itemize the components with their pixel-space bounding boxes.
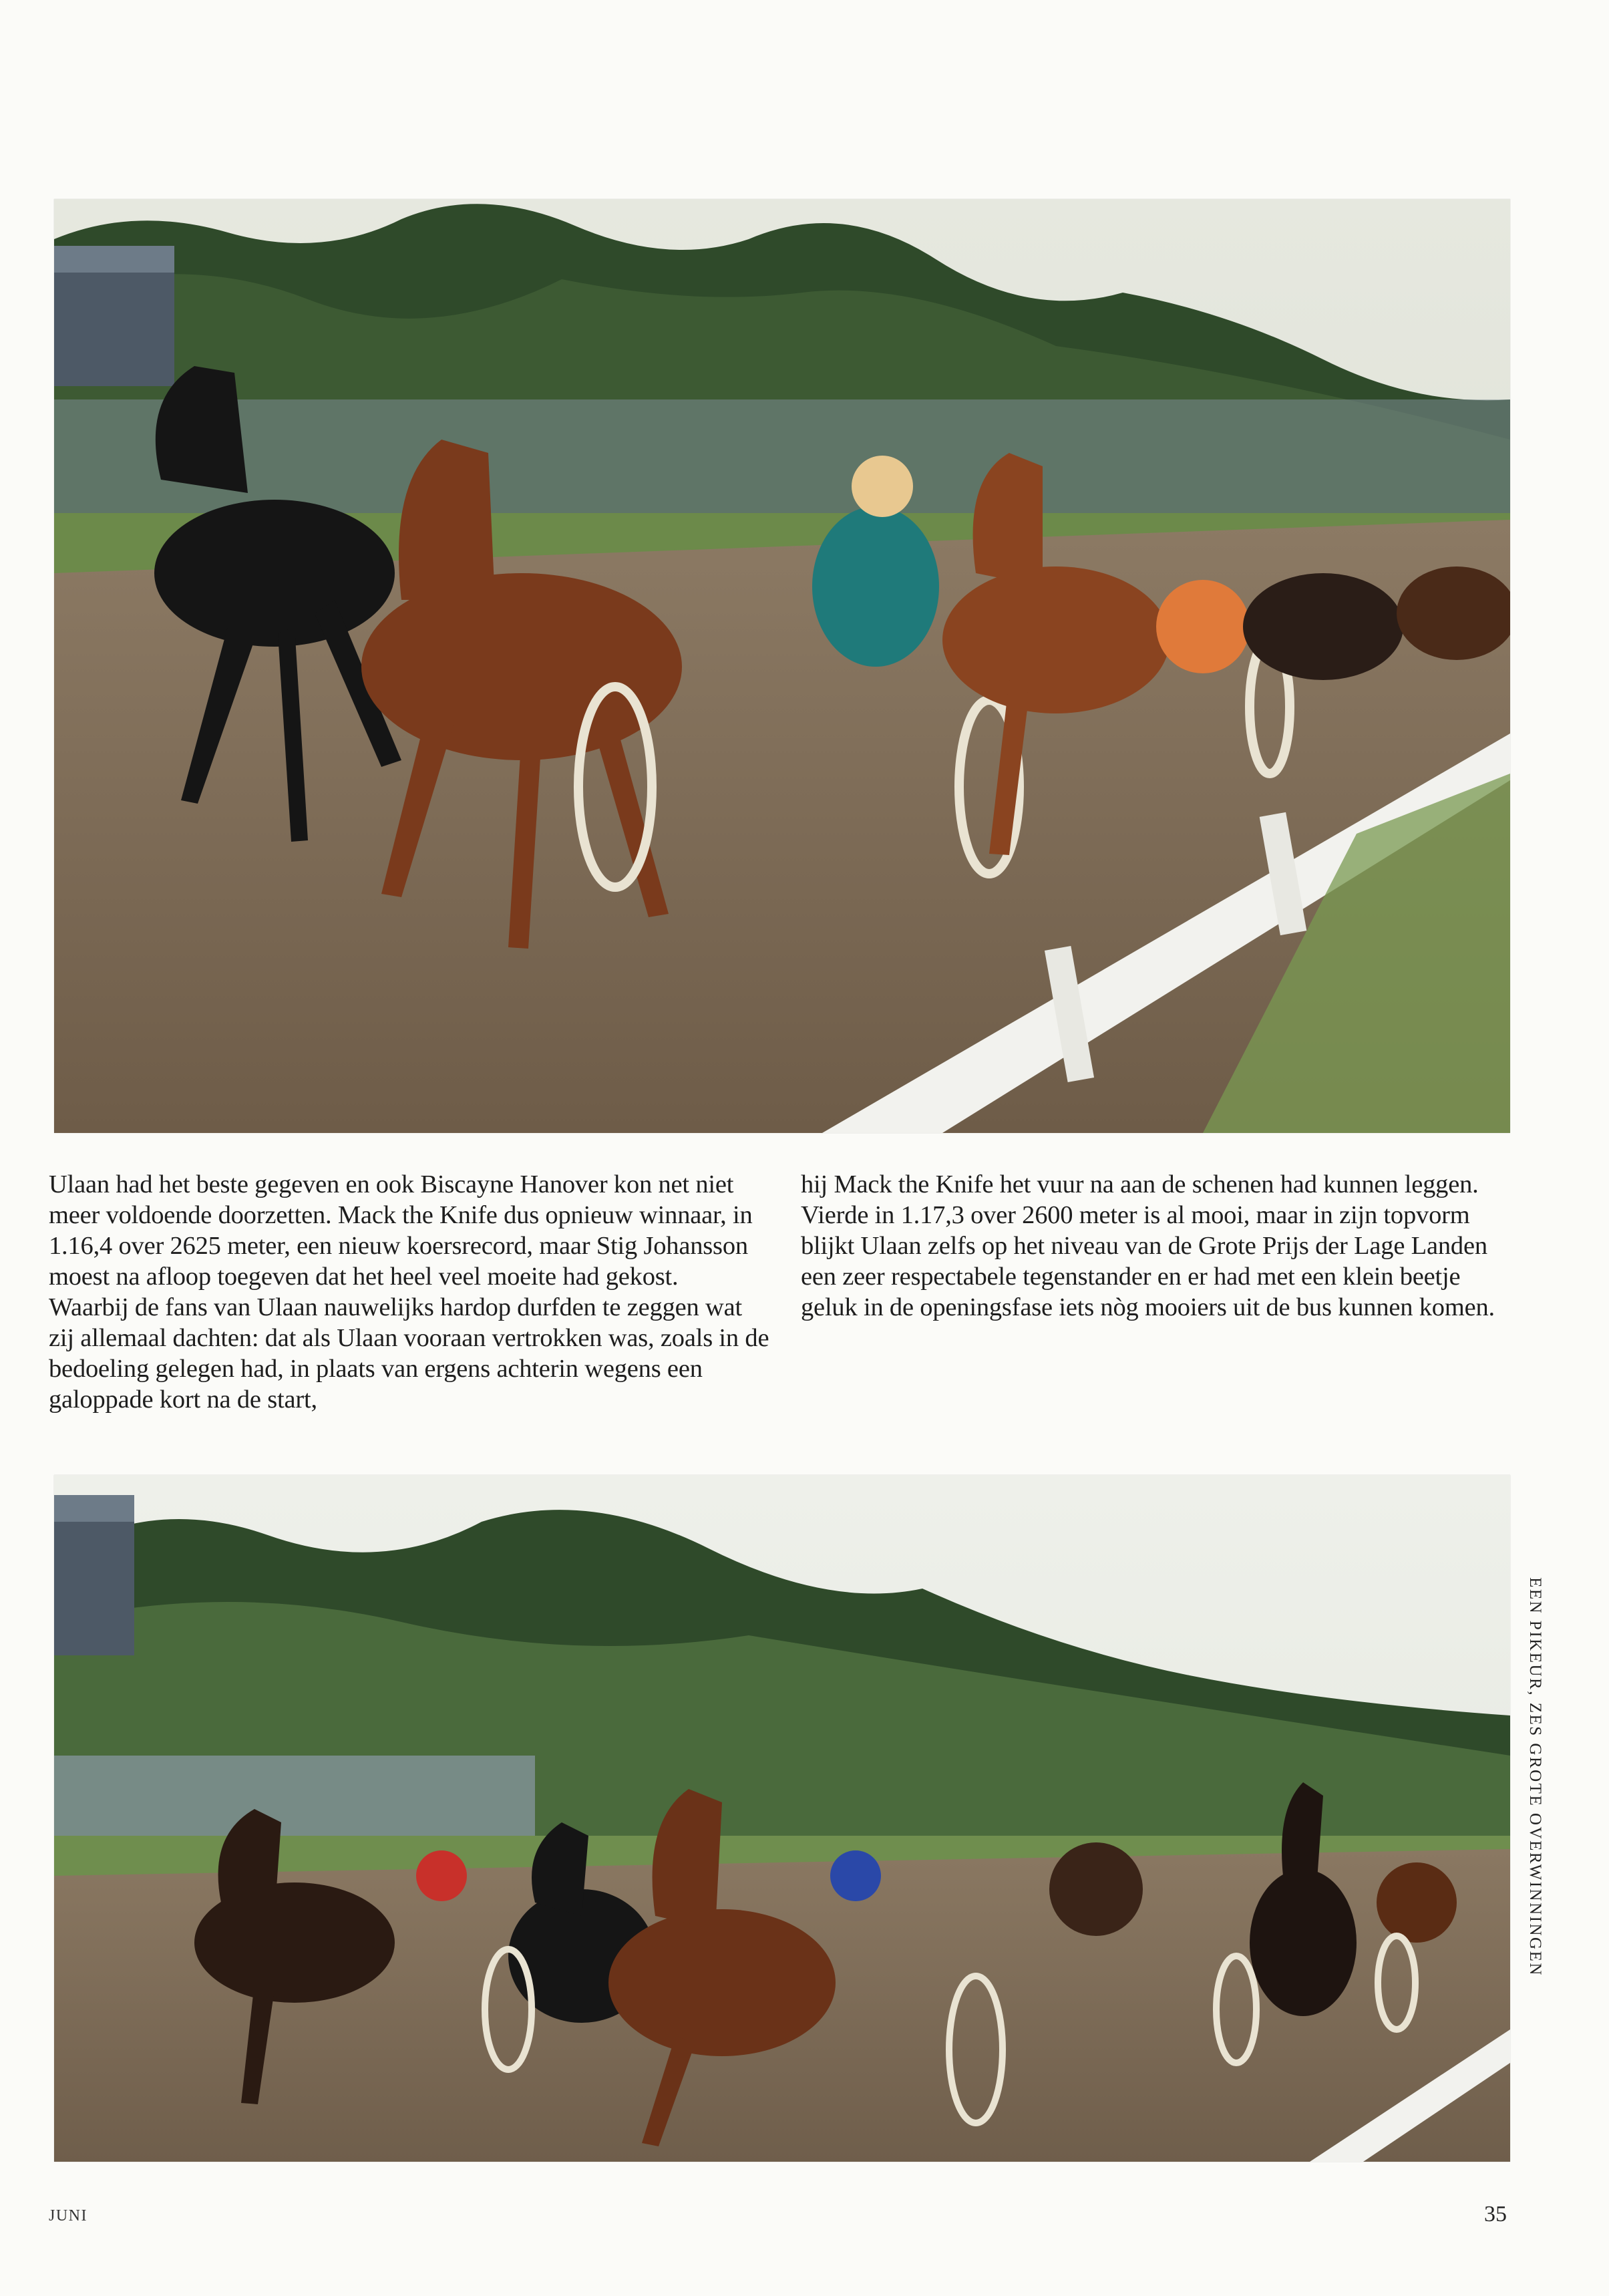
article-paragraph: Ulaan had het beste gegeven en ook Biscayne Hanover kon net niet meer voldoende doorzetten. Mack the Knife dus opnieuw winnaar, in 1.16,4 over 2625 meter, een nieuw koersrecord, maar Stig Johansson moest na afloop toegeven dat het heel veel moeite had gekost.	[49, 1170, 753, 1291]
article-column-right	[801, 1169, 1522, 1323]
page-number: 35	[1484, 2202, 1507, 2227]
article-paragraph: Waarbij de fans van Ulaan nauwelijks hardop durfden te zeggen wat zij allemaal dachten: dat als Ulaan vooraan vertrokken was, zoals in de bedoeling gelegen had, in plaats van ergens achterin wegens een galoppade kort na de start,	[49, 1293, 769, 1414]
race-photo-illustration	[54, 199, 1510, 1133]
race-field-illustration	[54, 1475, 1510, 2162]
side-caption-text: EEN PIKEUR, ZES GROTE OVERWINNINGEN	[1526, 1577, 1544, 1977]
photo-race-field	[54, 1475, 1510, 2162]
footer-month: JUNI	[49, 2207, 87, 2225]
article-paragraph: hij Mack the Knife het vuur na aan de schenen had kunnen leggen. Vierde in 1.17,3 over 2600 meter is al mooi, maar in zijn topvorm blijkt Ulaan zelfs op het niveau van de Grote Prijs der Lage Landen een zeer respectabele tegenstander en er had met een klein beetje geluk in de openingsfase iets nòg mooiers uit de bus kunnen komen.	[801, 1170, 1495, 1321]
photo-race-close-up	[54, 199, 1510, 1133]
article-column-left	[49, 1169, 770, 1415]
